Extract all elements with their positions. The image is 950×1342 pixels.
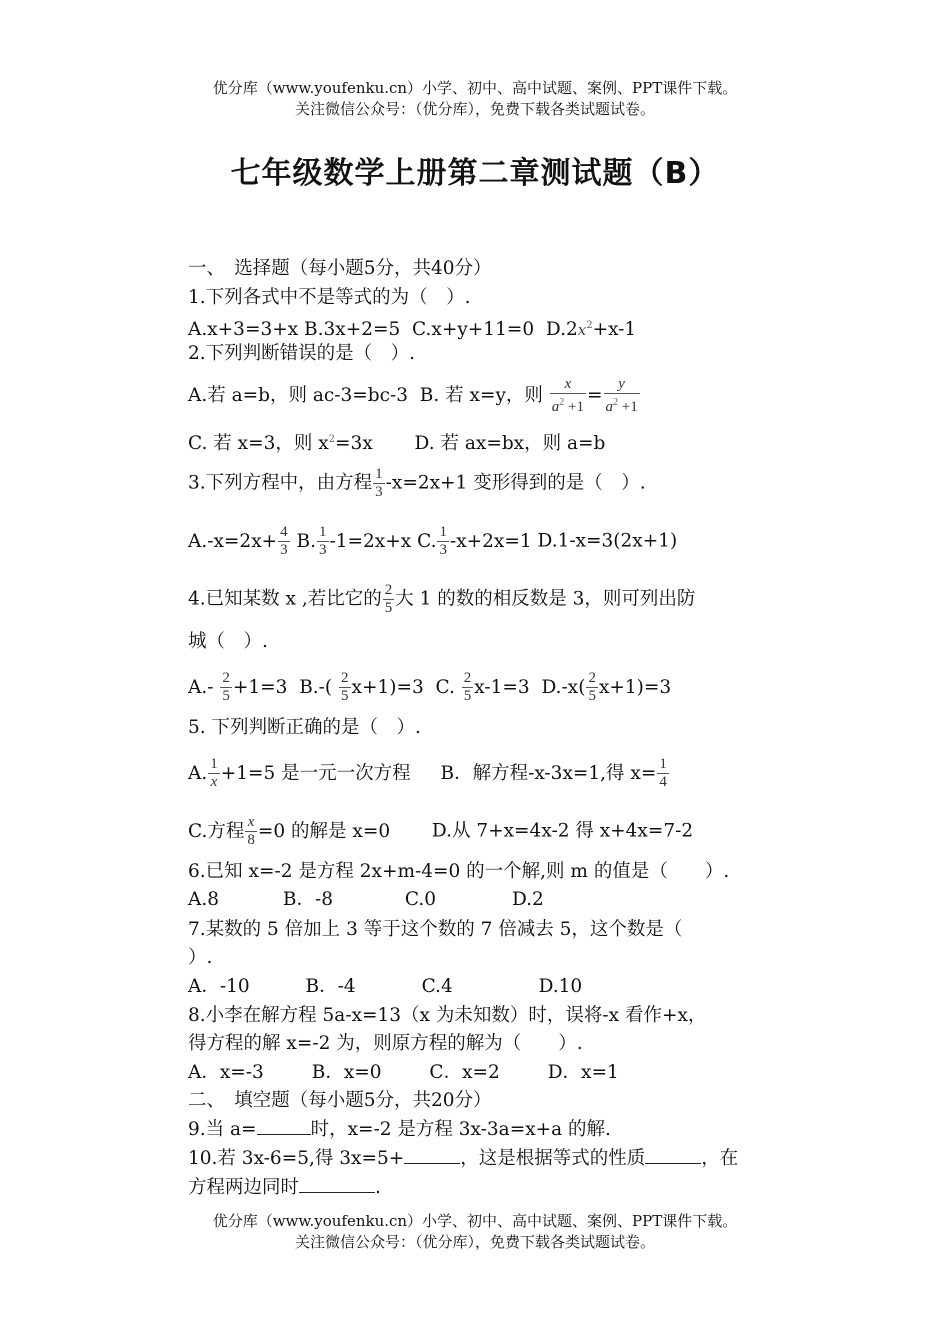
q9: 9.当 a= 时，x=-2 是方程 3x-3a=x+a 的解. bbox=[188, 1119, 611, 1140]
q2-stem: 2.下列判断错误的是（ ）. bbox=[188, 343, 416, 364]
q1-option-b: B.3x+2=5 bbox=[304, 319, 401, 341]
q2-option-c: C. 若 x=3，则 $x^2=3x$ bbox=[188, 433, 373, 455]
q5-option-d: D.从 7+x=4x-2 得 x+4x=7-2 bbox=[431, 820, 694, 842]
q7-option-a: A．-10 bbox=[188, 976, 250, 997]
page-title: 七年级数学上册第二章测试题（B） bbox=[230, 156, 720, 191]
q1-option-a: A.x+3=3+x bbox=[188, 319, 299, 341]
q6-option-d: D.2 bbox=[511, 889, 544, 910]
q7-stem: 7.某数的 5 倍加上 3 等于这个数的 7 倍减去 5，这个数是（ bbox=[188, 919, 683, 940]
q5-option-b: B．解方程-x-3x=1,得 x= $\frac{1}{4}$ bbox=[440, 756, 667, 790]
q4-option-a: A.- $\frac{2}{5}$ +1=3 bbox=[188, 670, 288, 704]
q8-stem: 8.小李在解方程 5a-x=13（x 为未知数）时，误将-x 看作+x， bbox=[188, 1005, 707, 1026]
q9-blank[interactable] bbox=[257, 1118, 311, 1135]
q10-line-2: 方程两边同时 . bbox=[188, 1177, 381, 1198]
q2-options-cd bbox=[188, 428, 605, 456]
q10-blank-1[interactable] bbox=[404, 1147, 460, 1164]
q6-option-a: A.8 bbox=[188, 889, 220, 910]
header-line-2: 关注微信公众号：（优分库），免费下载各类试题试卷。 bbox=[294, 100, 655, 118]
q8-option-a: A．x=-3 bbox=[188, 1062, 264, 1083]
q10-line-1: 10.若 3x-6=5,得 3x=5+ ，这是根据等式的性质 ，在 bbox=[188, 1148, 739, 1169]
q3-stem: 3.下列方程中，由方程 $\frac{1}{3}$ -x=2x+1 变形得到的是（ ）. bbox=[188, 466, 646, 500]
q5-option-c: C.方程 $\frac{x}{8}$ =0 的解是 x=0 bbox=[188, 814, 391, 848]
q5-stem: 5. 下列判断正确的是（ ）. bbox=[188, 717, 421, 738]
q6-stem: 6.已知 x=-2 是方程 2x+m-4=0 的一个解,则 m 的值是（ ）. bbox=[188, 861, 730, 882]
q3-option-b: B. $\frac{1}{3}$ -1=2x+x bbox=[296, 524, 412, 558]
q10-blank-2[interactable] bbox=[645, 1147, 701, 1164]
q4-option-c: C. $\frac{2}{5}$ x-1=3 bbox=[435, 670, 530, 704]
footer-line-1: 优分库（www.youfenku.cn）小学、初中、高中试题、案例、PPT课件下载。 bbox=[212, 1212, 738, 1230]
q4-stem-fraction: $\frac{2}{5}$ bbox=[384, 582, 393, 616]
q2-fraction-2: $\frac{y}{a^2 +1}$ bbox=[605, 376, 638, 415]
q8-option-c: C．x=2 bbox=[429, 1062, 500, 1083]
q6-option-c: C.0 bbox=[404, 889, 437, 910]
q6-options bbox=[188, 888, 544, 912]
q6-option-b: B．-8 bbox=[282, 889, 334, 910]
q2-options-ab bbox=[188, 376, 641, 416]
section-1-heading: 一、 选择题（每小题5分，共40分） bbox=[188, 258, 492, 279]
q3-options bbox=[188, 524, 677, 559]
q3-option-c: C. $\frac{1}{3}$ -x+2x=1 bbox=[417, 524, 532, 558]
q1-options bbox=[188, 314, 636, 342]
q3-option-a: A.-x=2x+ $\frac{4}{3}$ bbox=[188, 524, 288, 558]
q3-stem-fraction: $\frac{1}{3}$ bbox=[375, 466, 383, 500]
q8-options bbox=[188, 1061, 619, 1085]
q3-option-d: D.1-x=3(2x+1) bbox=[537, 530, 678, 552]
q8-option-b: B．x=0 bbox=[311, 1062, 382, 1083]
q2-fraction-1: $\frac{x}{a^2 +1}$ bbox=[551, 376, 585, 415]
q5-options-cd bbox=[188, 814, 693, 849]
q7-option-d: D.10 bbox=[538, 976, 583, 997]
q4-stem: 4.已知某数 x ,若比它的 $\frac{2}{5}$ 大 1 的数的相反数是 3，则可列出防 bbox=[188, 582, 696, 616]
q7-stem-2: ）. bbox=[188, 947, 213, 968]
q1-stem: 1.下列各式中不是等式的为（ ）. bbox=[188, 287, 471, 308]
q4-options bbox=[188, 670, 671, 705]
q5-options-ab bbox=[188, 756, 670, 791]
q8-option-d: D．x=1 bbox=[547, 1062, 619, 1083]
q5-option-a: A. $\frac{1}{x}$ +1=5 是一元一次方程 bbox=[188, 756, 411, 790]
footer-line-2: 关注微信公众号：（优分库），免费下载各类试题试卷。 bbox=[294, 1233, 655, 1251]
q2-option-d: D. 若 ax=bx，则 a=b bbox=[414, 433, 606, 455]
q7-options bbox=[188, 975, 582, 999]
q4-stem-2: 城（ ）. bbox=[188, 631, 268, 652]
section-2-heading: 二、 填空题（每小题5分，共20分） bbox=[188, 1090, 492, 1111]
header-line-1: 优分库（www.youfenku.cn）小学、初中、高中试题、案例、PPT课件下载。 bbox=[212, 79, 738, 97]
q4-option-d: D.-x( $\frac{2}{5}$ x+1)=3 bbox=[541, 670, 672, 704]
q2-option-b: B. 若 x=y，则 $\frac{x}{a^2 +1}$ = $\frac{y}{a^2 +1}$ bbox=[419, 376, 638, 415]
q1-option-d: $D.2x^2+x-1$ bbox=[545, 319, 637, 341]
q2-option-a: A.若 a=b，则 ac-3=bc-3 bbox=[188, 385, 409, 406]
q8-stem-2: 得方程的解 x=-2 为，则原方程的解为（ ）. bbox=[188, 1033, 583, 1054]
q10-blank-3[interactable] bbox=[299, 1176, 375, 1193]
q1-option-c: C.x+y+11=0 bbox=[412, 319, 535, 341]
q7-option-c: C.4 bbox=[421, 976, 453, 997]
q4-option-b: B.-( $\frac{2}{5}$ x+1)=3 bbox=[299, 670, 424, 704]
q7-option-b: B．-4 bbox=[305, 976, 356, 997]
